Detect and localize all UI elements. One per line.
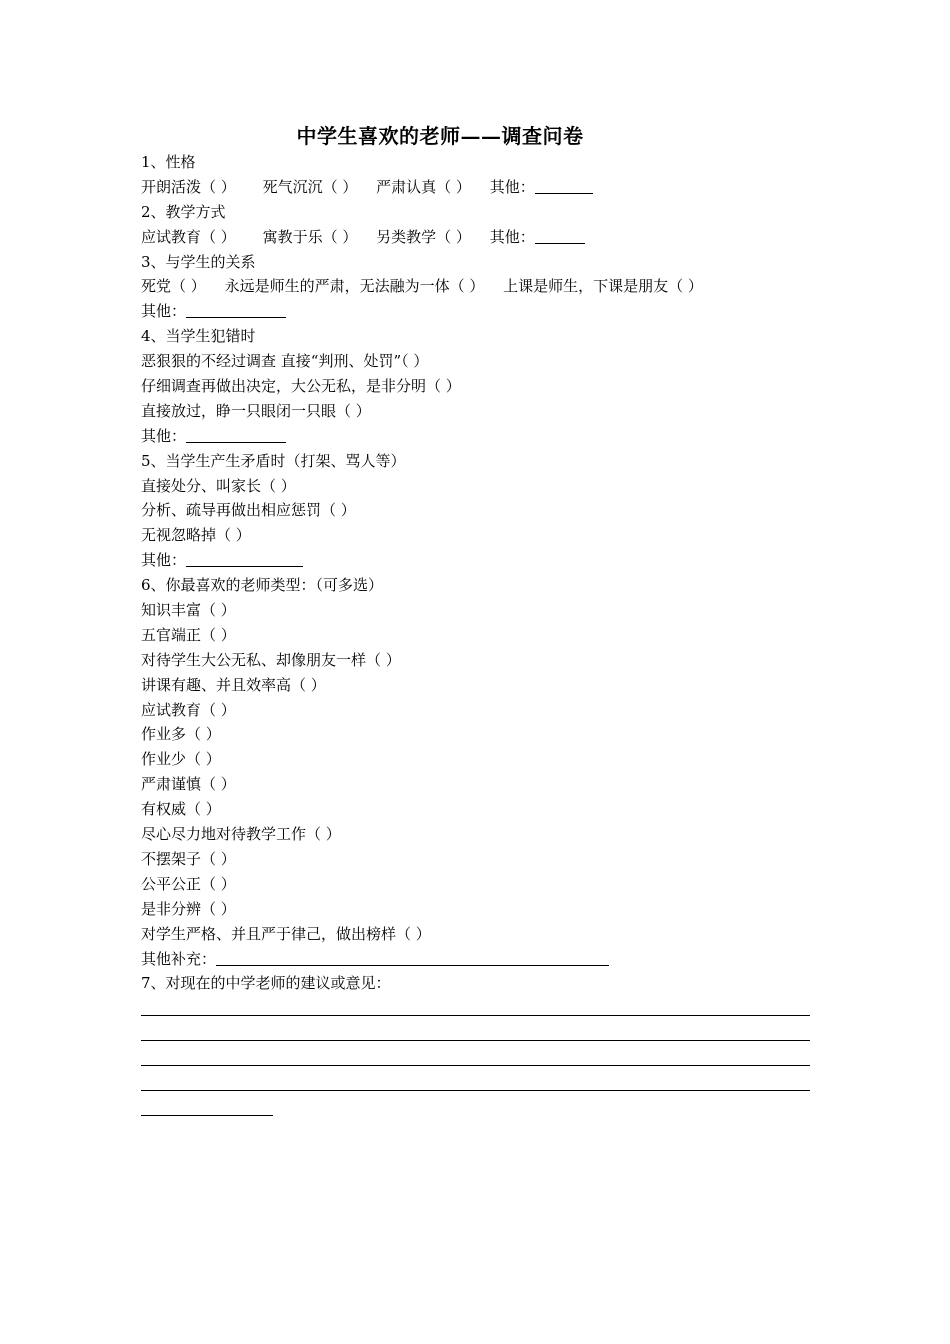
- q5-option-1[interactable]: 直接处分、叫家长（ ）: [141, 476, 296, 495]
- q7-answer-line-1[interactable]: [141, 996, 821, 1021]
- q2-option-2[interactable]: 寓教于乐（ ）: [262, 227, 358, 246]
- q7-answer-line-5[interactable]: [141, 1096, 821, 1121]
- q6-option-10[interactable]: 尽心尽力地对待教学工作（ ）: [141, 825, 341, 844]
- q4-other-label: 其他：: [141, 426, 187, 445]
- q5-other-blank[interactable]: [186, 552, 303, 567]
- survey-body: [141, 150, 821, 1121]
- q6-other-blank[interactable]: [216, 951, 609, 966]
- q3-option-2[interactable]: 永远是师生的严肃，无法融为一体（ ）: [224, 277, 485, 296]
- q6-option-8[interactable]: 严肃谨慎（ ）: [141, 775, 236, 794]
- q6-option-11[interactable]: 不摆架子（ ）: [141, 849, 236, 868]
- q6-other: [141, 947, 821, 972]
- q3-option-1[interactable]: 死党（ ）: [141, 277, 206, 296]
- q6-option-2[interactable]: 五官端正（ ）: [141, 625, 236, 644]
- q6-option-6[interactable]: 作业多（ ）: [141, 725, 221, 744]
- q7-answer-line-2[interactable]: [141, 1021, 821, 1046]
- q6-other-label: 其他补充：: [141, 949, 217, 968]
- q5-option-3[interactable]: 无视忽略掉（ ）: [141, 526, 251, 545]
- q4-option-2[interactable]: 仔细调查再做出决定，大公无私，是非分明（ ）: [141, 377, 461, 396]
- q3-options: [141, 274, 821, 299]
- q3-other: [141, 299, 821, 324]
- q6-option-13[interactable]: 是非分辨（ ）: [141, 899, 236, 918]
- q1-other-blank[interactable]: [535, 179, 593, 194]
- q2-option-3[interactable]: 另类教学（ ）: [376, 227, 471, 246]
- q3-other-label: 其他：: [141, 302, 187, 321]
- q1-option-1[interactable]: 开朗活泼（ ）: [141, 177, 236, 196]
- q6-option-7[interactable]: 作业少（ ）: [141, 750, 221, 769]
- q1-heading: 1、性格: [141, 153, 196, 171]
- q2-other-label: 其他：: [489, 227, 535, 246]
- q4-other-blank[interactable]: [186, 428, 286, 443]
- q1-other-label: 其他：: [489, 177, 535, 196]
- q1-option-3[interactable]: 严肃认真（ ）: [376, 177, 471, 196]
- q3-other-blank[interactable]: [186, 303, 286, 318]
- q6-option-12[interactable]: 公平公正（ ）: [141, 874, 236, 893]
- q3-heading: 3、与学生的关系: [141, 252, 256, 271]
- q6-option-1[interactable]: 知识丰富（ ）: [141, 601, 236, 620]
- q4-other: [141, 424, 821, 449]
- q6-option-4[interactable]: 讲课有趣、并且效率高（ ）: [141, 675, 326, 694]
- q3-option-3[interactable]: 上课是师生，下课是朋友（ ）: [503, 277, 703, 296]
- q6-heading: 6、你最喜欢的老师类型：（可多选）: [141, 576, 384, 595]
- q2-options: [141, 225, 821, 250]
- q5-other: [141, 548, 821, 573]
- q6-option-14[interactable]: 对学生严格、并且严于律己，做出榜样（ ）: [141, 924, 431, 943]
- q5-other-label: 其他：: [141, 551, 187, 570]
- q7-answer-line-4[interactable]: [141, 1071, 821, 1096]
- q2-other-blank[interactable]: [535, 229, 585, 244]
- q6-option-9[interactable]: 有权威（ ）: [141, 800, 221, 819]
- q7-heading: 7、对现在的中学老师的建议或意见：: [141, 974, 391, 993]
- q4-heading: 4、当学生犯错时: [141, 327, 256, 346]
- q1-option-2[interactable]: 死气沉沉（ ）: [262, 177, 358, 196]
- q6-option-3[interactable]: 对待学生大公无私、却像朋友一样（ ）: [141, 650, 401, 669]
- q5-option-2[interactable]: 分析、疏导再做出相应惩罚（ ）: [141, 501, 356, 520]
- q2-option-1[interactable]: 应试教育（ ）: [141, 227, 236, 246]
- q4-option-1[interactable]: 恶狠狠的不经过调查 直接“判刑、处罚”（ ）: [141, 352, 429, 371]
- q5-heading: 5、当学生产生矛盾时（打架、骂人等）: [141, 451, 406, 470]
- q4-option-3[interactable]: 直接放过，睁一只眼闭一只眼（ ）: [141, 401, 371, 420]
- q2-heading: 2、教学方式: [141, 202, 226, 221]
- q6-option-5[interactable]: 应试教育（ ）: [141, 700, 236, 719]
- page-title: 中学生喜欢的老师——调查问卷: [296, 124, 584, 148]
- q1-options: [141, 175, 821, 200]
- q7-answer-line-3[interactable]: [141, 1046, 821, 1071]
